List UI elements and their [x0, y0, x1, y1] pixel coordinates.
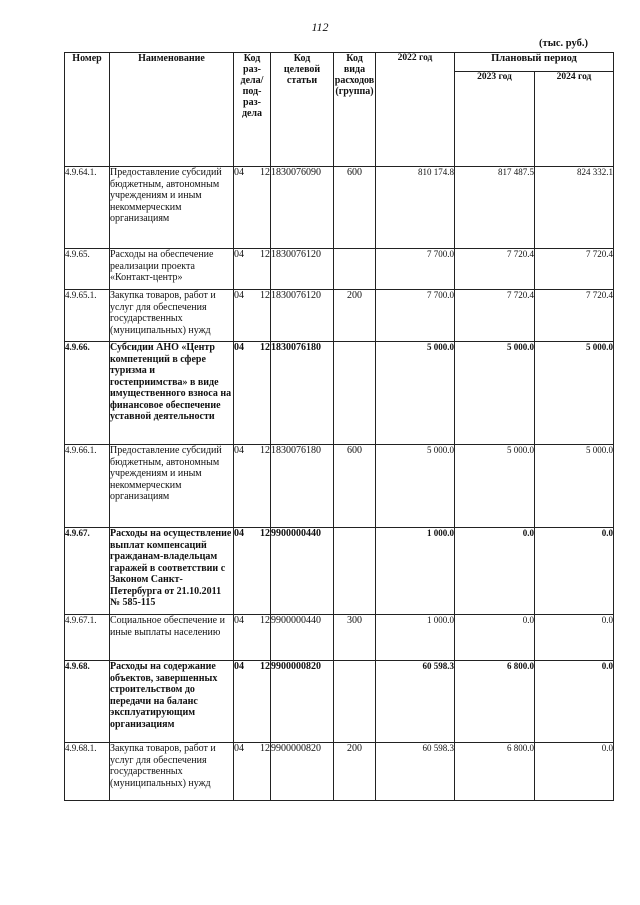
row-expense-code: 200	[334, 290, 376, 342]
row-number: 4.9.68.1.	[65, 743, 110, 801]
row-amount-2022: 5 000.0	[376, 445, 455, 528]
row-section: 04	[234, 445, 244, 456]
header-2024: 2024 год	[535, 72, 614, 167]
row-amount-2023: 6 800.0	[455, 743, 535, 801]
row-amount-2023: 0.0	[455, 615, 535, 661]
row-section-code	[234, 167, 271, 249]
row-amount-2023: 0.0	[455, 528, 535, 615]
row-subsection: 12	[260, 661, 270, 672]
row-amount-2024: 824 332.1	[535, 167, 614, 249]
row-amount-2024: 5 000.0	[535, 445, 614, 528]
row-amount-2022: 7 700.0	[376, 290, 455, 342]
row-expense-code: 200	[334, 743, 376, 801]
row-section: 04	[234, 290, 244, 301]
row-name: Социальное обеспечение и иные выплаты населению	[110, 615, 234, 661]
row-amount-2023: 7 720.4	[455, 290, 535, 342]
row-section: 04	[234, 743, 244, 754]
row-target-code: 9900000440	[271, 528, 334, 615]
table-header	[65, 53, 614, 167]
row-expense-code	[334, 342, 376, 445]
row-amount-2023: 7 720.4	[455, 249, 535, 290]
row-section-code	[234, 249, 271, 290]
row-amount-2022: 60 598.3	[376, 661, 455, 743]
table-row	[65, 290, 614, 342]
row-expense-code: 600	[334, 167, 376, 249]
row-number: 4.9.67.1.	[65, 615, 110, 661]
header-planned-period: Плановый период	[455, 53, 614, 72]
row-target-code: 9900000820	[271, 743, 334, 801]
row-amount-2024: 0.0	[535, 743, 614, 801]
table-row	[65, 615, 614, 661]
row-subsection: 12	[260, 615, 270, 626]
row-subsection: 12	[260, 249, 270, 260]
page-number: 112	[311, 20, 329, 34]
row-section-code	[234, 290, 271, 342]
row-amount-2022: 1 000.0	[376, 615, 455, 661]
unit-label: (тыс. руб.)	[539, 38, 588, 49]
row-amount-2022: 810 174.8	[376, 167, 455, 249]
row-name: Расходы на содержание объектов, завершенных строительством до передачи на баланс эксплуатирующим организациям	[110, 661, 234, 743]
row-target-code: 1830076120	[271, 249, 334, 290]
row-amount-2022: 1 000.0	[376, 528, 455, 615]
row-expense-code: 300	[334, 615, 376, 661]
row-section: 04	[234, 342, 244, 353]
table-row	[65, 445, 614, 528]
row-target-code: 1830076180	[271, 445, 334, 528]
row-target-code: 9900000820	[271, 661, 334, 743]
row-amount-2024: 7 720.4	[535, 249, 614, 290]
row-section: 04	[234, 528, 244, 539]
row-section: 04	[234, 661, 244, 672]
row-subsection: 12	[260, 290, 270, 301]
row-amount-2024: 0.0	[535, 661, 614, 743]
header-section: Код раз- дела/ под- раз- дела	[234, 53, 271, 167]
header-2022: 2022 год	[376, 53, 455, 167]
header-number: Номер	[65, 53, 110, 167]
row-expense-code	[334, 661, 376, 743]
row-target-code: 1830076090	[271, 167, 334, 249]
row-section: 04	[234, 167, 244, 178]
row-amount-2023: 6 800.0	[455, 661, 535, 743]
row-number: 4.9.66.	[65, 342, 110, 445]
row-name: Субсидии АНО «Центр компетенций в сфере туризма и гостеприимства» в виде имущественного взноса на финансовое обеспечение уставной деятельности	[110, 342, 234, 445]
table-row	[65, 342, 614, 445]
table-row	[65, 249, 614, 290]
row-amount-2022: 60 598.3	[376, 743, 455, 801]
row-number: 4.9.65.	[65, 249, 110, 290]
row-section: 04	[234, 615, 244, 626]
row-amount-2024: 0.0	[535, 615, 614, 661]
header-2023: 2023 год	[455, 72, 535, 167]
row-name: Предоставление субсидий бюджетным, автономным учреждениям и иным некоммерческим организациям	[110, 445, 234, 528]
row-section-code	[234, 342, 271, 445]
row-section-code	[234, 528, 271, 615]
row-number: 4.9.67.	[65, 528, 110, 615]
row-name: Расходы на обеспечение реализации проекта «Контакт-центр»	[110, 249, 234, 290]
header-name: Наименование	[110, 53, 234, 167]
row-subsection: 12	[260, 743, 270, 754]
budget-table	[64, 52, 614, 801]
row-amount-2023: 5 000.0	[455, 445, 535, 528]
table-body	[65, 167, 614, 801]
row-number: 4.9.64.1.	[65, 167, 110, 249]
row-name: Закупка товаров, работ и услуг для обеспечения государственных (муниципальных) нужд	[110, 290, 234, 342]
row-expense-code	[334, 249, 376, 290]
row-subsection: 12	[260, 342, 270, 353]
row-subsection: 12	[260, 445, 270, 456]
row-section: 04	[234, 249, 244, 260]
row-amount-2024: 5 000.0	[535, 342, 614, 445]
row-amount-2022: 7 700.0	[376, 249, 455, 290]
row-number: 4.9.68.	[65, 661, 110, 743]
row-expense-code: 600	[334, 445, 376, 528]
row-target-code: 1830076120	[271, 290, 334, 342]
table-row	[65, 167, 614, 249]
table-row	[65, 743, 614, 801]
header-target: Код целевой статьи	[271, 53, 334, 167]
row-name: Закупка товаров, работ и услуг для обеспечения государственных (муниципальных) нужд	[110, 743, 234, 801]
row-target-code: 9900000440	[271, 615, 334, 661]
row-amount-2024: 7 720.4	[535, 290, 614, 342]
table-row	[65, 661, 614, 743]
row-target-code: 1830076180	[271, 342, 334, 445]
row-name: Расходы на осуществление выплат компенсаций гражданам-владельцам гаражей в соответствии с Законом Санкт-Петербурга от 21.10.2011 № 585-115	[110, 528, 234, 615]
row-section-code	[234, 661, 271, 743]
row-amount-2022: 5 000.0	[376, 342, 455, 445]
row-name: Предоставление субсидий бюджетным, автономным учреждениям и иным некоммерческим организациям	[110, 167, 234, 249]
row-section-code	[234, 445, 271, 528]
row-amount-2024: 0.0	[535, 528, 614, 615]
row-amount-2023: 817 487.5	[455, 167, 535, 249]
row-subsection: 12	[260, 528, 270, 539]
row-amount-2023: 5 000.0	[455, 342, 535, 445]
row-section-code	[234, 743, 271, 801]
row-number: 4.9.65.1.	[65, 290, 110, 342]
row-subsection: 12	[260, 167, 270, 178]
table-row	[65, 528, 614, 615]
row-section-code	[234, 615, 271, 661]
row-number: 4.9.66.1.	[65, 445, 110, 528]
row-expense-code	[334, 528, 376, 615]
header-expense-type: Код вида расходов (группа)	[334, 53, 376, 167]
